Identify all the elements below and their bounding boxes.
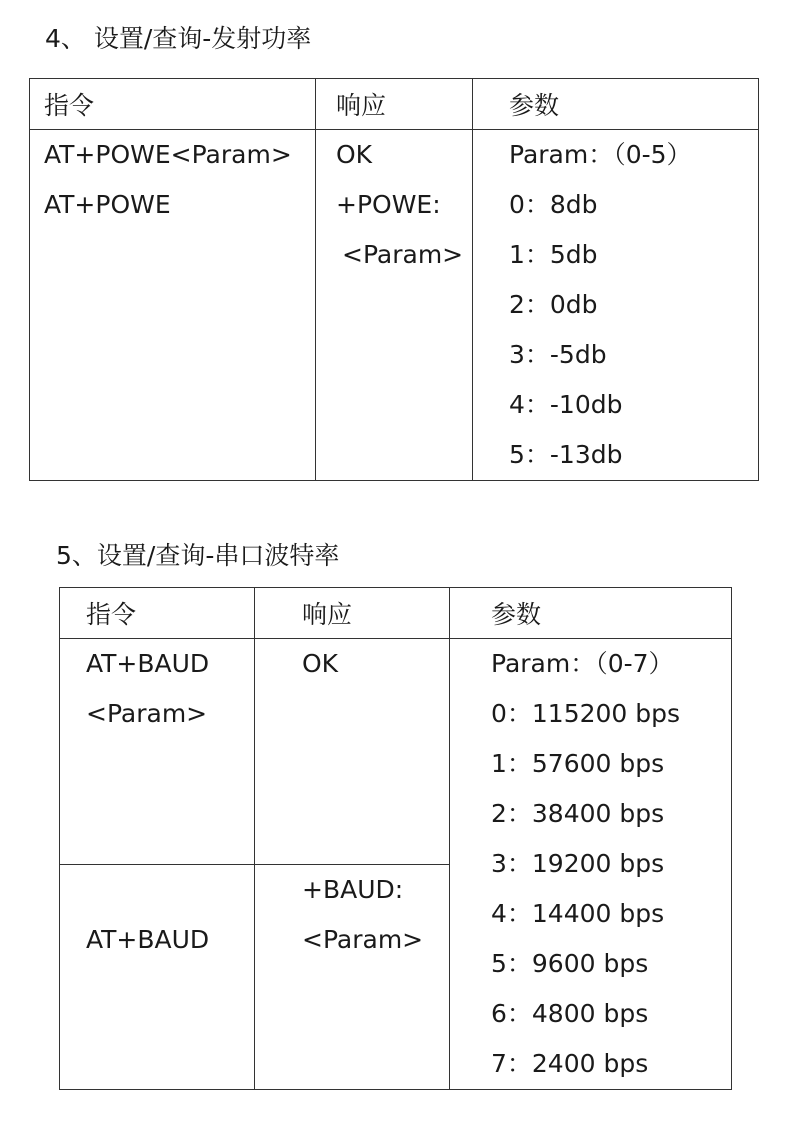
command-set: AT+POWE<Param>	[44, 140, 292, 169]
command-query: AT+POWE	[44, 190, 171, 219]
command-param: <Param>	[86, 699, 208, 728]
power-command-table	[29, 78, 759, 481]
header-response: 响应	[255, 588, 450, 639]
command-cell	[60, 639, 255, 865]
command-query: AT+BAUD	[86, 924, 210, 954]
param-option: 2：38400 bps	[491, 799, 665, 828]
param-option: 2：0db	[509, 290, 598, 319]
param-option: 3：-5db	[509, 340, 607, 369]
params-cell	[450, 639, 732, 1090]
header-params: 参数	[450, 588, 732, 639]
param-option: 3：19200 bps	[491, 849, 665, 878]
param-option: 4：-10db	[509, 390, 623, 419]
param-range: Param：（0-7）	[491, 649, 674, 678]
table-header-row	[30, 79, 759, 130]
response-query: +POWE:	[336, 190, 441, 219]
response-ok: OK	[336, 140, 373, 169]
table-row	[60, 639, 732, 865]
table-header-row	[60, 588, 732, 639]
response-ok: OK	[302, 649, 339, 678]
param-option: 1：57600 bps	[491, 749, 665, 778]
header-params: 参数	[473, 79, 759, 130]
param-option: 0：8db	[509, 190, 598, 219]
header-command: 指令	[60, 588, 255, 639]
param-option: 6：4800 bps	[491, 999, 649, 1028]
baud-command-table	[59, 587, 732, 1090]
response-param: <Param>	[342, 240, 464, 269]
param-option: 0：115200 bps	[491, 699, 681, 728]
table-row	[30, 130, 759, 481]
param-option: 5：-13db	[509, 440, 623, 469]
response-param: <Param>	[302, 924, 424, 954]
command-set: AT+BAUD	[86, 649, 210, 678]
response-query: +BAUD:	[302, 874, 404, 904]
param-range: Param：（0-5）	[509, 140, 692, 169]
header-command: 指令	[30, 79, 316, 130]
spacer-line	[86, 865, 254, 915]
section-4-title: 4、 设置/查询-发射功率	[45, 24, 312, 53]
response-cell	[316, 130, 473, 481]
header-response: 响应	[316, 79, 473, 130]
section-5-title: 5、设置/查询-串口波特率	[56, 541, 340, 570]
params-cell	[473, 130, 759, 481]
param-option: 4：14400 bps	[491, 899, 665, 928]
response-cell	[255, 639, 450, 865]
command-cell	[60, 864, 255, 1090]
response-cell	[255, 864, 450, 1090]
command-cell	[30, 130, 316, 481]
param-option: 1：5db	[509, 240, 598, 269]
param-option: 5：9600 bps	[491, 949, 649, 978]
param-option: 7：2400 bps	[491, 1049, 649, 1078]
